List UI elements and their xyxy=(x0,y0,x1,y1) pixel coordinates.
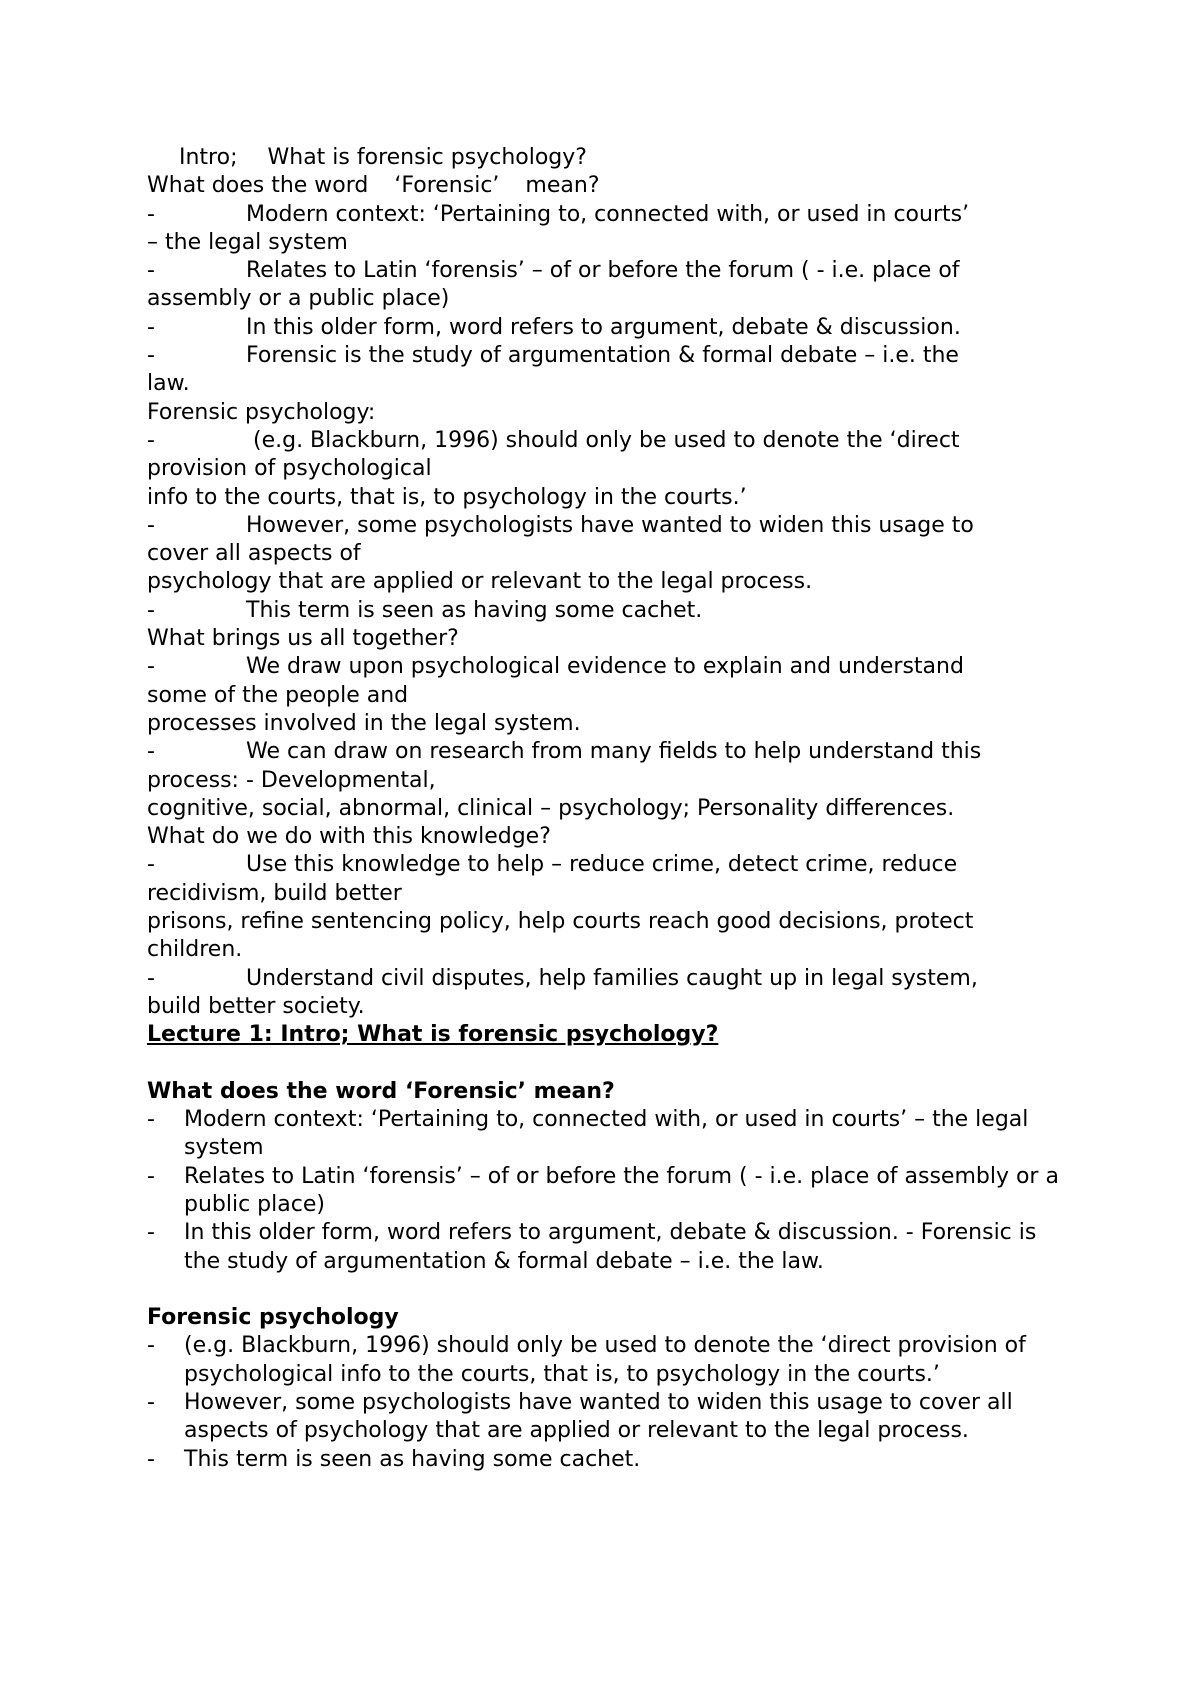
bullet-use-knowledge-cont3: children. xyxy=(147,937,243,963)
bullet-research-fields: - We can draw on research from many fields to help understand this xyxy=(147,739,982,765)
bullet-argumentation-cont: law. xyxy=(147,371,190,397)
knowledge-heading: What do we do with this knowledge? xyxy=(147,824,551,850)
blank-line xyxy=(147,1050,1067,1078)
blank-line xyxy=(147,1276,1067,1304)
notes-section-plain xyxy=(147,144,1067,1021)
notes-section-formatted xyxy=(147,1021,1067,1474)
bullet-older-form: - In this older form, word refers to argument, debate & discussion. xyxy=(147,314,961,340)
forensic-question-line: What does the word ‘Forensic’ mean? xyxy=(147,173,600,199)
document-page xyxy=(147,144,1067,1474)
bullet-widen-usage: - However, some psychologists have wanted to widen this usage to xyxy=(147,512,974,538)
bullet-blackburn-cont1: provision of psychological xyxy=(147,456,432,482)
bullet-latin-cont: assembly or a public place) xyxy=(147,286,450,312)
bullet-civil-disputes-cont: build better society. xyxy=(147,993,365,1019)
list-item: - However, some psychologists have wanted to widen this usage to cover all aspects of psychology that are applied or relevant to the legal process. xyxy=(147,1390,1013,1444)
list-item: - (e.g. Blackburn, 1996) should only be used to denote the ‘direct provision of psychological info to the courts, that is, to psychology in the courts.’ xyxy=(147,1333,1026,1387)
bullet-modern-context: - Modern context: ‘Pertaining to, connected with, or used in courts’ xyxy=(147,201,970,227)
bullet-cachet: - This term is seen as having some cachet. xyxy=(147,597,703,623)
bullet-use-knowledge-cont2: prisons, refine sentencing policy, help courts reach good decisions, protect xyxy=(147,909,974,935)
bullet-psych-evidence-cont2: processes involved in the legal system. xyxy=(147,710,581,736)
bullet-psych-evidence-cont1: some of the people and xyxy=(147,682,409,708)
bullet-research-fields-cont1: process: - Developmental, xyxy=(147,767,436,793)
list-item: - Modern context: ‘Pertaining to, connected with, or used in courts’ – the legal system xyxy=(147,1107,1029,1161)
bullet-latin: - Relates to Latin ‘forensis’ – of or before the forum ( - i.e. place of xyxy=(147,258,960,284)
bullet-modern-context-cont: – the legal system xyxy=(147,229,348,255)
together-heading: What brings us all together? xyxy=(147,626,459,652)
bullet-widen-usage-cont2: psychology that are applied or relevant to the legal process. xyxy=(147,569,813,595)
forensic-psychology-heading-plain: Forensic psychology: xyxy=(147,399,376,425)
bullet-psych-evidence: - We draw upon psychological evidence to explain and understand xyxy=(147,654,964,680)
bullet-argumentation: - Forensic is the study of argumentation & formal debate – i.e. the xyxy=(147,343,959,369)
bullet-use-knowledge: - Use this knowledge to help – reduce crime, detect crime, reduce xyxy=(147,852,958,878)
bullet-blackburn-cont2: info to the courts, that is, to psychology in the courts.’ xyxy=(147,484,747,510)
bullet-civil-disputes: - Understand civil disputes, help families caught up in legal system, xyxy=(147,965,978,991)
intro-title-question: What is forensic psychology? xyxy=(267,145,587,170)
lecture-title: Lecture 1: Intro; What is forensic psychology? xyxy=(147,1022,719,1048)
list-item: - In this older form, word refers to argument, debate & discussion. - Forensic is the study of argumentation & formal debate – i.e. the law. xyxy=(147,1220,1037,1274)
bullet-research-fields-cont2: cognitive, social, abnormal, clinical – psychology; Personality differences. xyxy=(147,795,955,821)
bullet-blackburn: - (e.g. Blackburn, 1996) should only be used to denote the ‘direct xyxy=(147,427,960,453)
forensic-psychology-heading: Forensic psychology xyxy=(147,1305,399,1331)
list-item: - Relates to Latin ‘forensis’ – of or before the forum ( - i.e. place of assembly or a public place) xyxy=(147,1163,1059,1217)
forensic-word-heading: What does the word ‘Forensic’ mean? xyxy=(147,1078,615,1104)
bullet-widen-usage-cont1: cover all aspects of xyxy=(147,541,361,567)
intro-title-line xyxy=(147,144,1067,172)
bullet-use-knowledge-cont1: recidivism, build better xyxy=(147,880,402,906)
intro-title-prefix: Intro; xyxy=(179,145,238,170)
list-item: - This term is seen as having some cachet. xyxy=(147,1446,641,1472)
